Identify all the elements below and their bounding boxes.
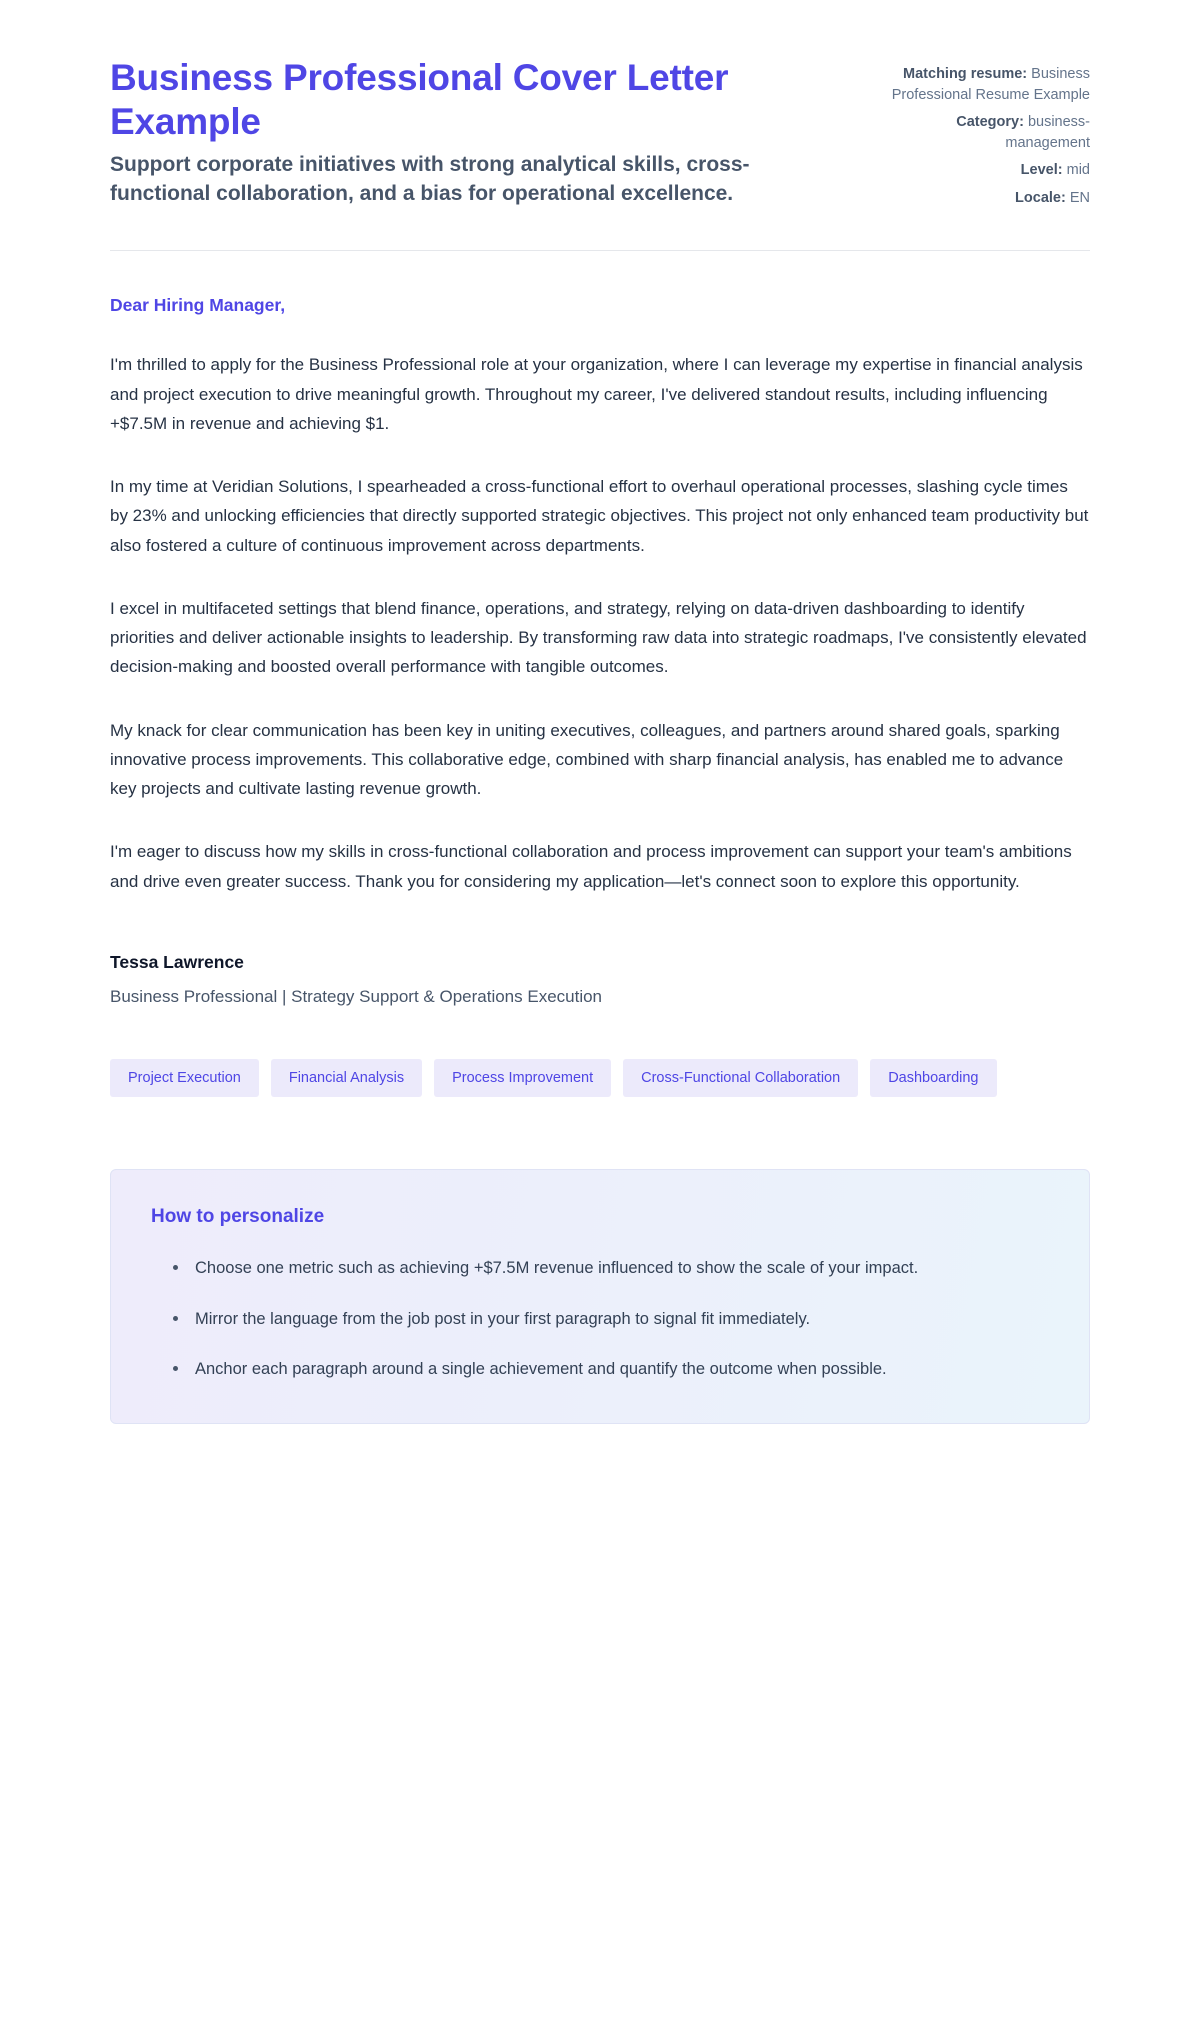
metadata-label: Category: xyxy=(956,114,1024,131)
callout-tip-item: Choose one metric such as achieving +$7.5M revenue influenced to show the scale of your impact. xyxy=(173,1254,1049,1282)
metadata-label: Level: xyxy=(1020,162,1063,179)
metadata-value: mid xyxy=(1066,162,1090,179)
document-metadata xyxy=(875,56,1090,210)
letter-paragraph: In my time at Veridian Solutions, I spearheaded a cross-functional effort to overhaul operational processes, slashing cycle times by 23% and unlocking efficiencies that directly supported strategic objectives. This project not only enhanced team productivity but also fostered a culture of continuous improvement across departments. xyxy=(110,477,1089,555)
metadata-value: EN xyxy=(1069,189,1090,206)
metadata-row-category xyxy=(875,112,1090,153)
metadata-label: Matching resume: xyxy=(903,66,1028,82)
callout-tip-item: Mirror the language from the job post in your first paragraph to signal fit immediately. xyxy=(173,1305,1049,1333)
page-header xyxy=(110,56,1090,210)
metadata-row-locale xyxy=(875,188,1090,209)
skill-tag[interactable]: Process Improvement xyxy=(434,1059,611,1098)
signature-name: Tessa Lawrence xyxy=(110,951,244,972)
skill-tag[interactable]: Financial Analysis xyxy=(271,1059,422,1098)
signature-role: Business Professional | Strategy Support & Operations Execution xyxy=(110,986,603,1006)
metadata-label: Locale: xyxy=(1015,189,1066,206)
page-content xyxy=(110,0,1090,1424)
callout-tip-item: Anchor each paragraph around a single achievement and quantify the outcome when possible. xyxy=(173,1355,1049,1383)
callout-title: How to personalize xyxy=(151,1206,325,1228)
letter-paragraph: I excel in multifaceted settings that blend finance, operations, and strategy, relying on data-driven dashboarding to identify priorities and deliver actionable insights to leadership. By transforming raw data into strategic roadmaps, I've consistently elevated decision-making and boosted overall performance with tangible outcomes. xyxy=(110,598,1087,677)
personalize-callout xyxy=(110,1169,1090,1424)
skill-tag-list xyxy=(110,1059,1000,1098)
callout-tip-list xyxy=(151,1254,1049,1383)
skill-tag[interactable]: Dashboarding xyxy=(870,1059,996,1098)
letter-salutation: Dear Hiring Manager, xyxy=(110,295,286,316)
letter-paragraph: I'm eager to discuss how my skills in cross-functional collaboration and process improvement can support your team's ambitions and drive even greater success. Thank you for considering my application—let's connect soon to explore this opportunity. xyxy=(110,842,1072,891)
header-title-block xyxy=(110,56,835,208)
cover-letter-body xyxy=(110,251,1090,895)
metadata-row-matching-resume xyxy=(875,64,1090,105)
page-subtitle: Support corporate initiatives with strong analytical skills, cross-functional collaboration, and a bias for operational excellence. xyxy=(110,153,750,205)
letter-paragraph: My knack for clear communication has been key in uniting executives, colleagues, and partners around shared goals, sparking innovative process improvements. This collaborative edge, combined with sharp financial analysis, has enabled me to advance key projects and cultivate lasting revenue growth. xyxy=(110,720,1064,799)
metadata-value: Business Professional Resume Example xyxy=(891,66,1090,103)
metadata-value: business-management xyxy=(1005,114,1090,151)
page-title: Business Professional Cover Letter Example xyxy=(110,57,729,142)
skill-tag[interactable]: Project Execution xyxy=(110,1059,259,1098)
letter-paragraph: I'm thrilled to apply for the Business Professional role at your organization, where I can leverage my expertise in financial analysis and project execution to drive meaningful growth. Throughout my career, I've delivered standout results, including influencing +$7.5M in revenue and achieving $1. xyxy=(110,355,1083,433)
signature-block xyxy=(110,952,1090,1007)
metadata-row-level xyxy=(875,160,1090,181)
skill-tag[interactable]: Cross-Functional Collaboration xyxy=(623,1059,858,1098)
